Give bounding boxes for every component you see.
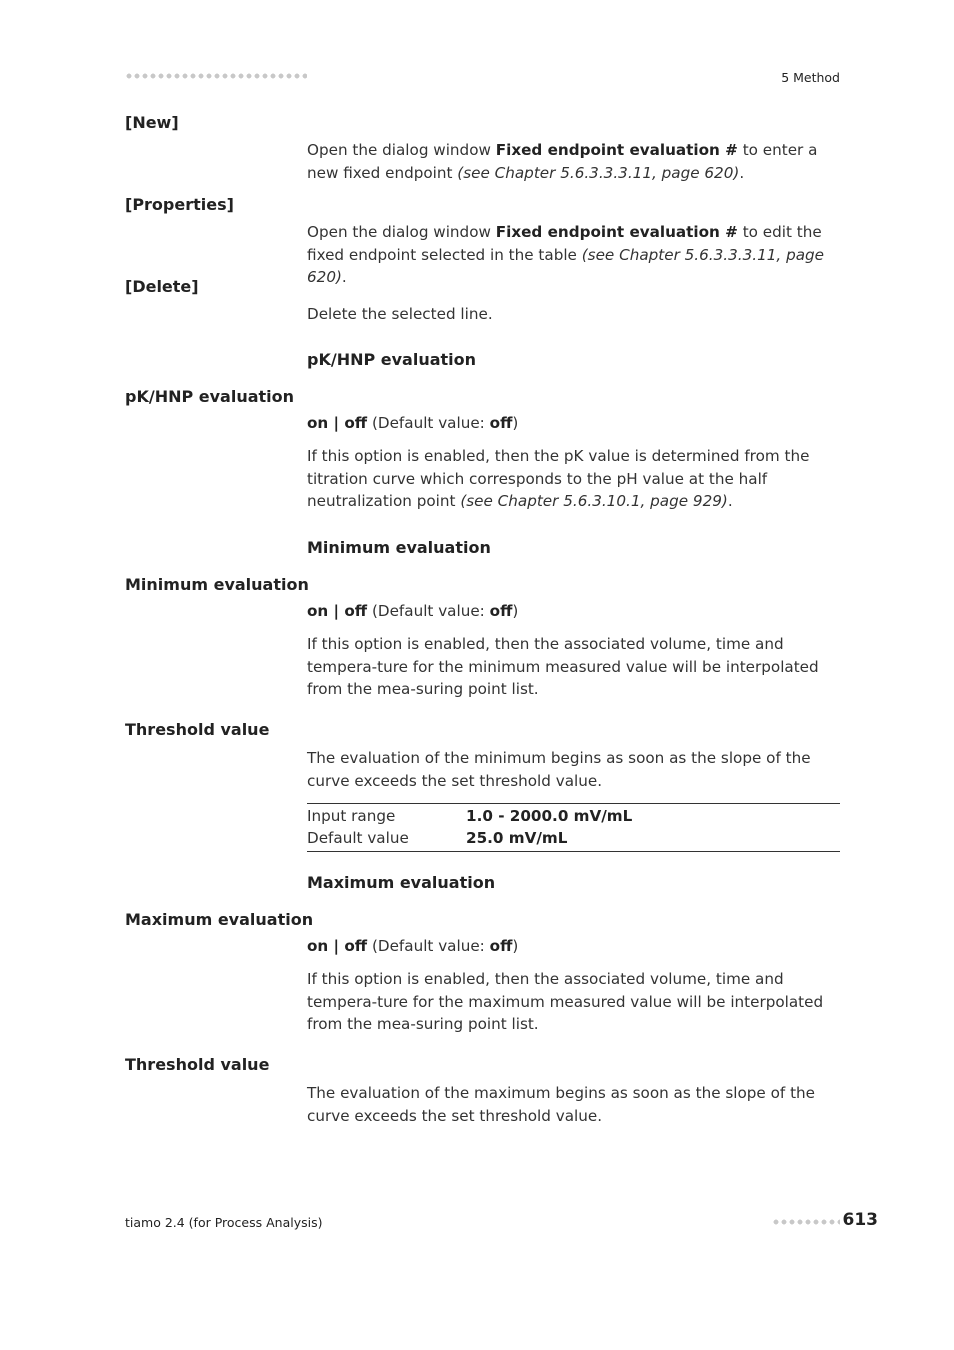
- delete-description: Delete the selected line.: [307, 305, 493, 323]
- min-label: Minimum evaluation: [125, 575, 309, 594]
- new-label: [New]: [125, 113, 179, 132]
- pk-section-heading: pK/HNP evaluation: [307, 350, 477, 369]
- pk-options: [307, 414, 518, 432]
- default-value: off: [489, 602, 513, 620]
- max-options: [307, 937, 518, 955]
- min-threshold-table: [307, 803, 840, 852]
- new-description: [307, 139, 842, 184]
- max-label: Maximum evaluation: [125, 910, 314, 929]
- default-value: off: [489, 937, 513, 955]
- footer-dots-decoration: [772, 1218, 840, 1226]
- header-section-title: 5 Method: [781, 70, 840, 85]
- default-value: off: [489, 414, 513, 432]
- text-run: .: [739, 163, 745, 182]
- table-key: Input range: [307, 807, 396, 825]
- dialog-name: Fixed endpoint evaluation #: [495, 141, 738, 159]
- properties-label: [Properties]: [125, 195, 234, 214]
- text-run: ): [512, 602, 519, 620]
- min-options: [307, 602, 518, 620]
- footer-product-name: tiamo 2.4 (for Process Analysis): [125, 1215, 323, 1230]
- pk-description: [307, 445, 842, 513]
- table-key: Default value: [307, 829, 409, 847]
- option-separator: |: [328, 602, 345, 620]
- option-on: on: [307, 414, 329, 432]
- default-caption: (Default value:: [367, 602, 490, 620]
- delete-label: [Delete]: [125, 277, 199, 296]
- properties-description: [307, 221, 842, 289]
- chapter-reference-link[interactable]: (see Chapter 5.6.3.3.3.11, page 620): [457, 163, 740, 182]
- max-section-heading: Maximum evaluation: [307, 873, 496, 892]
- dialog-name: Fixed endpoint evaluation #: [495, 223, 738, 241]
- header-dots-decoration: [125, 72, 307, 80]
- option-separator: |: [328, 414, 345, 432]
- text-run: Open the dialog window: [307, 223, 496, 241]
- min-threshold-description: The evaluation of the minimum begins as soon as the slope of the curve exceeds the set threshold value.: [307, 749, 811, 790]
- min-description: If this option is enabled, then the associated volume, time and tempera-ture for the minimum measured value will be interpolated from the mea-suring point list.: [307, 635, 819, 698]
- pk-label: pK/HNP evaluation: [125, 387, 295, 406]
- chapter-reference-link[interactable]: (see Chapter 5.6.3.3.3.11, page 620): [307, 245, 825, 286]
- page-number: 613: [842, 1210, 878, 1230]
- option-off: off: [344, 602, 368, 620]
- option-off: off: [344, 414, 368, 432]
- chapter-reference-link[interactable]: (see Chapter 5.6.3.10.1, page 929): [460, 492, 728, 510]
- option-on: on: [307, 937, 329, 955]
- text-run: If this option is enabled, then the pK value is determined from the titration curve which corresponds to the pH value at the half neutralization point: [307, 447, 810, 510]
- default-caption: (Default value:: [367, 937, 490, 955]
- default-caption: (Default value:: [367, 414, 490, 432]
- text-run: .: [341, 268, 347, 286]
- table-row: [307, 827, 840, 849]
- min-threshold-label: Threshold value: [125, 720, 270, 739]
- option-separator: |: [328, 937, 345, 955]
- min-section-heading: Minimum evaluation: [307, 538, 491, 557]
- text-run: ): [512, 414, 519, 432]
- max-threshold-description: The evaluation of the maximum begins as soon as the slope of the curve exceeds the set threshold value.: [307, 1084, 815, 1125]
- option-off: off: [344, 937, 368, 955]
- max-threshold-label: Threshold value: [125, 1055, 270, 1074]
- text-run: ): [512, 937, 519, 955]
- option-on: on: [307, 602, 329, 620]
- text-run: .: [727, 492, 733, 510]
- text-run: Open the dialog window: [307, 141, 496, 159]
- max-description: If this option is enabled, then the associated volume, time and tempera-ture for the maximum measured value will be interpolated from the mea-suring point list.: [307, 970, 824, 1033]
- text-run: to enter a new fixed endpoint: [307, 141, 818, 182]
- table-value: 1.0 - 2000.0 mV/mL: [466, 807, 633, 825]
- text-run: to edit the fixed endpoint selected in the table: [307, 223, 822, 264]
- table-value: 25.0 mV/mL: [466, 829, 568, 847]
- table-row: [307, 805, 840, 827]
